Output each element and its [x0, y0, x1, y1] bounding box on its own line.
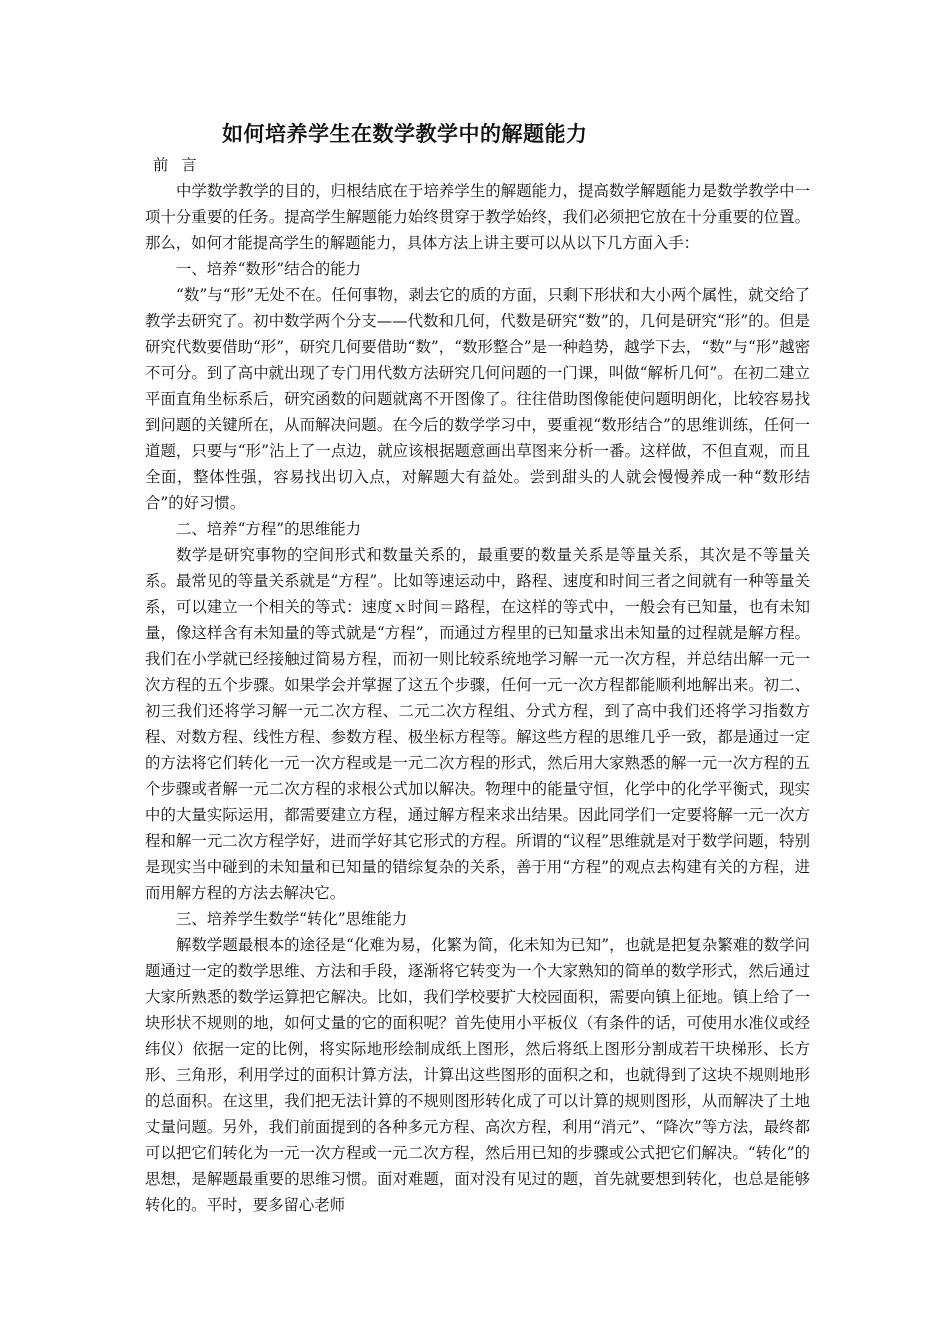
- section-body-2: 数学是研究事物的空间形式和数量关系的，最重要的数量关系是等量关系，其次是不等量关系。最常见的等量关系就是“方程”。比如等速运动中，路程、速度和时间三者之间就有一种等量关系，可以建立一个相关的等式：速度ｘ时间＝路程，在这样的等式中，一般会有已知量，也有未知量，像这样含有未知量的等式就是“方程”，而通过方程里的已知量求出未知量的过程就是解方程。我们在小学就已经接触过简易方程，而初一则比较系统地学习解一元一次方程，并总结出解一元一次方程的五个步骤。如果学会并掌握了这五个步骤，任何一元一次方程都能顺利地解出来。初二、初三我们还将学习解一元二次方程、二元二次方程组、分式方程，到了高中我们还将学习指数方程、对数方程、线性方程、参数方程、极坐标方程等。解这些方程的思维几乎一致，都是通过一定的方法将它们转化一元一次方程或是一元二次方程的形式，然后用大家熟悉的解一元一次方程的五个步骤或者解一元二次方程的求根公式加以解决。物理中的能量守恒，化学中的化学平衡式，现实中的大量实际运用，都需要建立方程，通过解方程来求出结果。因此同学们一定要将解一元一次方程和解一元二次方程学好，进而学好其它形式的方程。所谓的“议程”思维就是对于数学问题，特别是现实当中碰到的未知量和已知量的错综复杂的关系，善于用“方程”的观点去构建有关的方程，进而用解方程的方法去解决它。: [145, 546, 810, 902]
- section-heading-3: 三、培养学生数学“转化”思维能力: [176, 910, 408, 928]
- section-body-3: 解数学题最根本的途径是“化难为易，化繁为简，化未知为已知”，也就是把复杂繁难的数学问题通过一定的数学思维、方法和手段，逐渐将它转变为一个大家熟知的简单的数学形式，然后通过大家所熟悉的数学运算把它解决。比如，我们学校要扩大校园面积，需要向镇上征地。镇上给了一块形状不规则的地，如何丈量的它的面积呢？首先使用小平板仪（有条件的话，可使用水准仪或经纬仪）依据一定的比例，将实际地形绘制成纸上图形，然后将纸上图形分割成若干块梯形、长方形、三角形，利用学过的面积计算方法，计算出这些图形的面积之和，也就得到了这块不规则地形的总面积。在这里，我们把无法计算的不规则图形转化成了可以计算的规则图形，从而解决了土地丈量问题。另外，我们前面提到的各种多元方程、高次方程，利用“消元”、“降次”等方法，最终都可以把它们转化为一元一次方程或一元二次方程，然后用已知的步骤或公式把它们解决。“转化”的思想，是解题最重要的思维习惯。面对难题，面对没有见过的题，首先就要想到转化，也总是能够转化的。平时，要多留心老师: [145, 936, 810, 1214]
- section-body-1: “数”与“形”无处不在。任何事物，剥去它的质的方面，只剩下形状和大小两个属性，就交给了教学去研究了。初中数学两个分支——代数和几何，代数是研究“数”的，几何是研究“形”的。但是研究代数要借助“形”，研究几何要借助“数”，“数形整合”是一种趋势，越学下去，“数”与“形”越密不可分。到了高中就出现了专门用代数方法研究几何问题的一门课，叫做“解析几何”。在初二建立平面直角坐标系后，研究函数的问题就离不开图像了。往往借助图像能使问题明朗化，比较容易找到问题的关键所在，从而解决问题。在今后的数学学习中，要重视“数形结合”的思维训练，任何一道题，只要与“形”沾上了一点边，就应该根据题意画出草图来分析一番。这样做，不但直观，而且全面，整体性强，容易找出切入点，对解题大有益处。尝到甜头的人就会慢慢养成一种“数形结合”的好习惯。: [145, 286, 810, 512]
- preface-label: 前 言: [153, 156, 201, 174]
- section-heading-1: 一、培养“数形”结合的能力: [176, 260, 362, 278]
- section-heading-2: 二、培养“方程”的思维能力: [176, 520, 362, 538]
- intro-paragraph: 中学数学教学的目的，归根结底在于培养学生的解题能力，提高数学解题能力是数学教学中一项十分重要的任务。提高学生解题能力始终贯穿于教学始终，我们必须把它放在十分重要的位置。那么，如何才能提高学生的解题能力，具体方法上讲主要可以从以下几方面入手：: [145, 182, 810, 252]
- document-page: [145, 120, 810, 1218]
- document-title: 如何培养学生在数学教学中的解题能力: [222, 122, 588, 146]
